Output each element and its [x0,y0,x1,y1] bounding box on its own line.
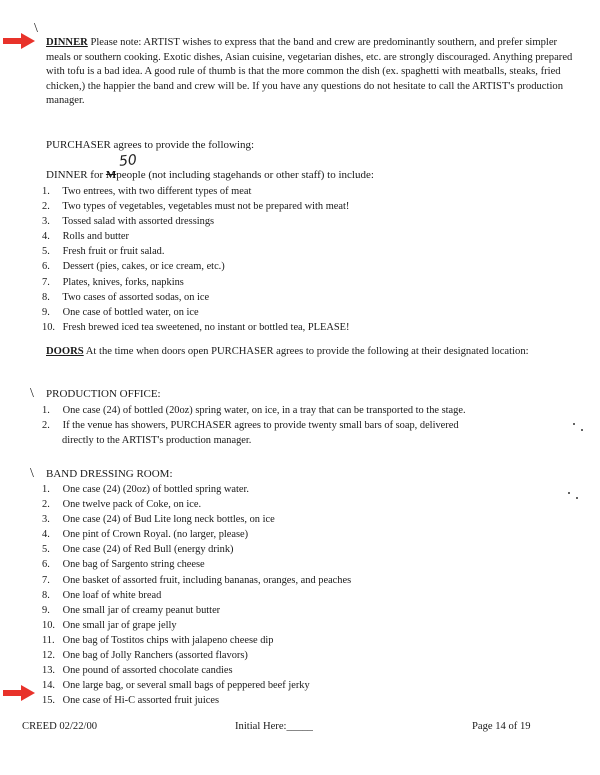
list-item: 9. One small jar of creamy peanut butter [42,604,221,616]
red-arrow-icon [3,685,35,701]
doors-note [46,345,578,360]
scan-speck [568,492,570,494]
list-item: 2. If the venue has showers, PURCHASER agrees to provide twenty small bars of soap, delivered [42,420,459,432]
dinner-items-list [42,184,582,335]
list-item: 5. Fresh fruit or fruit salad. [42,246,165,258]
list-item-continuation: directly to the ARTIST's production manager. [62,435,252,447]
list-item: 6. One bag of Sargento string cheese [42,559,205,571]
list-item: 8. Two cases of assorted sodas, on ice [42,291,210,303]
list-item: 2. Two types of vegetables, vegetables must not be prepared with meat! [42,201,350,213]
footer-page-number: Page 14 of 19 [472,721,531,732]
list-item: 8. One loaf of white bread [42,589,162,601]
production-office-heading: PRODUCTION OFFICE: [46,388,161,400]
list-item: 3. Tossed salad with assorted dressings [42,216,215,228]
list-item: 4. Rolls and butter [42,231,129,243]
red-arrow-icon [3,33,35,49]
dinner-count-suffix: people (not including stagehands or other staff) to include: [116,169,374,181]
list-item: 13. One pound of assorted chocolate candies [42,665,233,677]
doors-heading: DOORS [46,346,84,357]
list-item: 3. One case (24) of Bud Lite long neck bottles, on ice [42,514,275,526]
dinner-count-prefix: DINNER for [46,169,104,181]
check-mark-icon: \ [30,386,34,401]
list-item: 1. Two entrees, with two different types of meat [42,186,252,197]
dinner-heading: DINNER [46,37,88,48]
list-item: 15. One case of Hi-C assorted fruit juices [42,695,219,707]
band-dressing-room-list [42,482,582,708]
handwritten-count: 50 [118,152,138,170]
list-item: 9. One case of bottled water, on ice [42,306,199,318]
list-item: 5. One case (24) of Red Bull (energy drink) [42,544,234,556]
struck-count: M [105,169,117,181]
check-mark-icon: \ [30,466,34,481]
list-item: 11. One bag of Tostitos chips with jalapeno cheese dip [42,634,274,646]
list-item: 1. One case (24) of bottled (20oz) spring water, on ice, in a tray that can be transported to the stage. [42,405,466,416]
list-item: 7. One basket of assorted fruit, including bananas, oranges, and peaches [42,574,352,586]
list-item: 10. One small jar of grape jelly [42,619,177,631]
list-item: 1. One case (24) (20oz) of bottled spring water. [42,484,250,495]
band-dressing-room-heading: BAND DRESSING ROOM: [46,468,173,480]
list-item: 10. Fresh brewed iced tea sweetened, no instant or bottled tea, PLEASE! [42,321,350,333]
list-item: 12. One bag of Jolly Ranchers (assorted flavors) [42,650,248,662]
dinner-note-text: Please note: ARTIST wishes to express that the band and crew are predominantly southern, and prefer simpler meals or southern cooking. Exotic dishes, Asian cuisine, vegetarian dishes, etc. are strongly discouraged. Anything prepared with tofu is a bad idea. A good rule of thumb is that the more common the dish (ex. spaghetti with meatballs, steaks, fried chicken,) the happier the band and crew will be. If you have any questions do not hesitate to call the ARTIST's production manager. [46,37,573,107]
dinner-count-line [46,169,374,181]
doors-note-text: At the time when doors open PURCHASER agrees to provide the following at their designated location: [85,346,529,357]
list-item: 14. One large bag, or several small bags of peppered beef jerky [42,680,310,692]
scan-speck [576,497,578,499]
list-item: 2. One twelve pack of Coke, on ice. [42,499,202,511]
check-mark-icon: \ [34,21,38,36]
purchaser-agrees-line: PURCHASER agrees to provide the following: [46,139,255,151]
production-office-list [42,403,582,448]
scan-speck [581,429,583,431]
scan-speck [573,423,575,425]
dinner-note [46,36,578,109]
list-item: 7. Plates, knives, forks, napkins [42,276,184,288]
footer-doc-id: CREED 02/22/00 [22,721,98,732]
footer-initial-here: Initial Here:_____ [235,721,313,732]
list-item: 4. One pint of Crown Royal. (no larger, please) [42,529,249,541]
list-item: 6. Dessert (pies, cakes, or ice cream, etc.) [42,261,225,273]
